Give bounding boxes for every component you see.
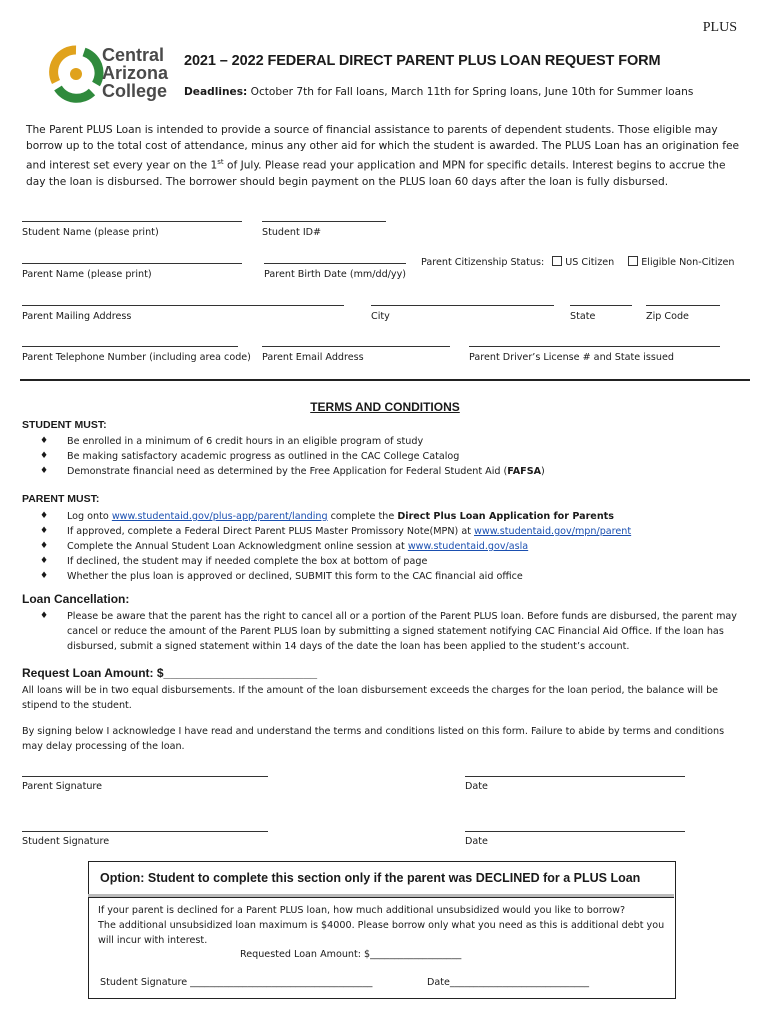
student-id-label: Student ID# [262, 227, 322, 238]
student-date-label: Date [465, 836, 488, 847]
p1-text-b: complete the [327, 511, 398, 522]
logo-line-3: College [102, 81, 168, 101]
college-logo-icon [48, 44, 104, 106]
parent-dob-label: Parent Birth Date (mm/dd/yy) [264, 269, 406, 280]
terms-heading: TERMS AND CONDITIONS [310, 400, 460, 414]
list-item: ♦ If declined, the student may if needed complete the box at bottom of page [40, 554, 631, 569]
student-id-line[interactable] [262, 221, 386, 222]
citizenship-status [421, 256, 735, 268]
declined-option-line1: If your parent is declined for a Parent PLUS loan, how much additional unsubsidized would you like to borrow? [98, 905, 626, 916]
list-item: ♦ Be making satisfactory academic progress as outlined in the CAC College Catalog [40, 449, 545, 464]
student-name-line[interactable] [22, 221, 242, 222]
parent-signature-line[interactable] [22, 776, 268, 777]
zip-label: Zip Code [646, 311, 689, 322]
parent-date-label: Date [465, 781, 488, 792]
us-citizen-checkbox[interactable] [552, 256, 562, 266]
list-item: ♦ Whether the plus loan is approved or declined, SUBMIT this form to the CAC financial aid office [40, 569, 631, 584]
city-label: City [371, 311, 390, 322]
phone-line[interactable] [22, 346, 238, 347]
plus-app-link[interactable]: www.studentaid.gov/plus-app/parent/landing [111, 511, 328, 522]
parent-name-line[interactable] [22, 263, 242, 264]
list-item: ♦ Be enrolled in a minimum of 6 credit hours in an eligible program of study [40, 434, 545, 449]
student-name-label: Student Name (please print) [22, 227, 159, 238]
student-date-line[interactable] [465, 831, 685, 832]
p3-text: Complete the Annual Student Loan Acknowledgment online session at [67, 541, 408, 552]
state-line[interactable] [570, 305, 632, 306]
section-divider [20, 379, 750, 381]
eligible-non-citizen-label: Eligible Non-Citizen [641, 257, 735, 268]
intro-text-b: of July. Please read your application and MPN for specific details. Interest begins to accrue the day the loan is disbursed. The borrower should begin payment on the PLUS loan 60 days after the loan is fully disbursed. [26, 159, 726, 188]
option-student-signature[interactable]: Student Signature ______________________________________ [100, 977, 373, 988]
email-label: Parent Email Address [262, 352, 364, 363]
parent-must-heading: PARENT MUST: [22, 493, 100, 505]
declined-option-heading: Option: Student to complete this section only if the parent was DECLINED for a PLUS Loan [100, 871, 641, 885]
deadlines-label: Deadlines: [184, 86, 248, 98]
college-name [102, 46, 168, 100]
city-line[interactable] [371, 305, 554, 306]
declined-option-line2: The additional unsubsidized loan maximum is $4000. Please borrow only what you need as this is additional debt you will incur with interest. [98, 920, 665, 946]
email-line[interactable] [262, 346, 450, 347]
zip-line[interactable] [646, 305, 720, 306]
eligible-non-citizen-checkbox[interactable] [628, 256, 638, 266]
form-code: PLUS [702, 20, 737, 35]
deadlines-text: October 7th for Fall loans, March 11th for Spring loans, June 10th for Summer loans [247, 86, 694, 98]
fafsa-close: ) [541, 466, 545, 477]
mailing-address-label: Parent Mailing Address [22, 311, 132, 322]
p1-bold: Direct Plus Loan Application for Parents [397, 511, 614, 522]
p1-text: Log onto [67, 511, 112, 522]
list-item [40, 509, 631, 524]
parent-must-list [40, 509, 631, 584]
parent-date-line[interactable] [465, 776, 685, 777]
student-signature-label: Student Signature [22, 836, 110, 847]
fafsa-text: Demonstrate financial need as determined by the Free Application for Federal Student Aid ( [67, 466, 508, 477]
license-line[interactable] [469, 346, 720, 347]
cancellation-list [40, 609, 748, 654]
college-logo [48, 44, 104, 106]
disbursement-text: All loans will be in two equal disbursements. If the amount of the loan disbursement exceeds the charges for the loan period, the balance will be stipend to the student. [22, 685, 719, 711]
fafsa-bold: FAFSA [507, 466, 542, 477]
student-must-heading: STUDENT MUST: [22, 419, 107, 431]
us-citizen-label: US Citizen [565, 257, 615, 268]
intro-paragraph [26, 122, 748, 190]
mailing-address-line[interactable] [22, 305, 344, 306]
cancellation-heading: Loan Cancellation: [22, 592, 130, 606]
state-label: State [570, 311, 596, 322]
license-label: Parent Driver’s License # and State issued [469, 352, 674, 363]
form-title: 2021 – 2022 FEDERAL DIRECT PARENT PLUS LOAN REQUEST FORM [184, 53, 661, 69]
list-item [40, 464, 545, 479]
option-date[interactable]: Date_____________________________ [427, 977, 590, 988]
parent-name-label: Parent Name (please print) [22, 269, 152, 280]
logo-line-1: Central [102, 45, 165, 65]
citizenship-label: Parent Citizenship Status: [421, 257, 545, 268]
request-amount-heading[interactable]: Request Loan Amount: $_______________________ [22, 666, 318, 680]
logo-line-2: Arizona [102, 63, 169, 83]
list-item [40, 524, 631, 539]
phone-label: Parent Telephone Number (including area code) [22, 352, 251, 363]
list-item: ♦ Please be aware that the parent has the right to cancel all or a portion of the Parent PLUS loan. Before funds are disbursed, the parent may cancel or reduce the amount of the Parent PLUS loan by submitting a signed statement notifying CAC Financial Aid Office. If the loan has disbursed, submit a signed statement within 14 days of the date the loan has been applied to the student’s account. [40, 609, 748, 654]
list-item [40, 539, 631, 554]
parent-signature-label: Parent Signature [22, 781, 103, 792]
requested-amount-field[interactable]: Requested Loan Amount: $___________________ [240, 949, 462, 960]
student-must-list [40, 434, 545, 479]
p2-text: If approved, complete a Federal Direct Parent PLUS Master Promissory Note(MPN) at [67, 526, 475, 537]
student-signature-line[interactable] [22, 831, 268, 832]
acknowledge-text: By signing below I acknowledge I have read and understand the terms and conditions listed on this form. Failure to abide by terms and conditions may delay processing of the loan. [22, 726, 725, 752]
deadlines [184, 86, 693, 98]
intro-sup: st [217, 158, 224, 166]
parent-dob-line[interactable] [264, 263, 406, 264]
mpn-link[interactable]: www.studentaid.gov/mpn/parent [474, 526, 632, 537]
intro-text-a: The Parent PLUS Loan is intended to provide a source of financial assistance to parents of dependent students. Those eligible may borrow up to the total cost of attendance, minus any other aid for which the student is awarded. The PLUS Loan has an origination fee and interest set every year on the 1 [26, 124, 739, 172]
asla-link[interactable]: www.studentaid.gov/asla [407, 541, 529, 552]
